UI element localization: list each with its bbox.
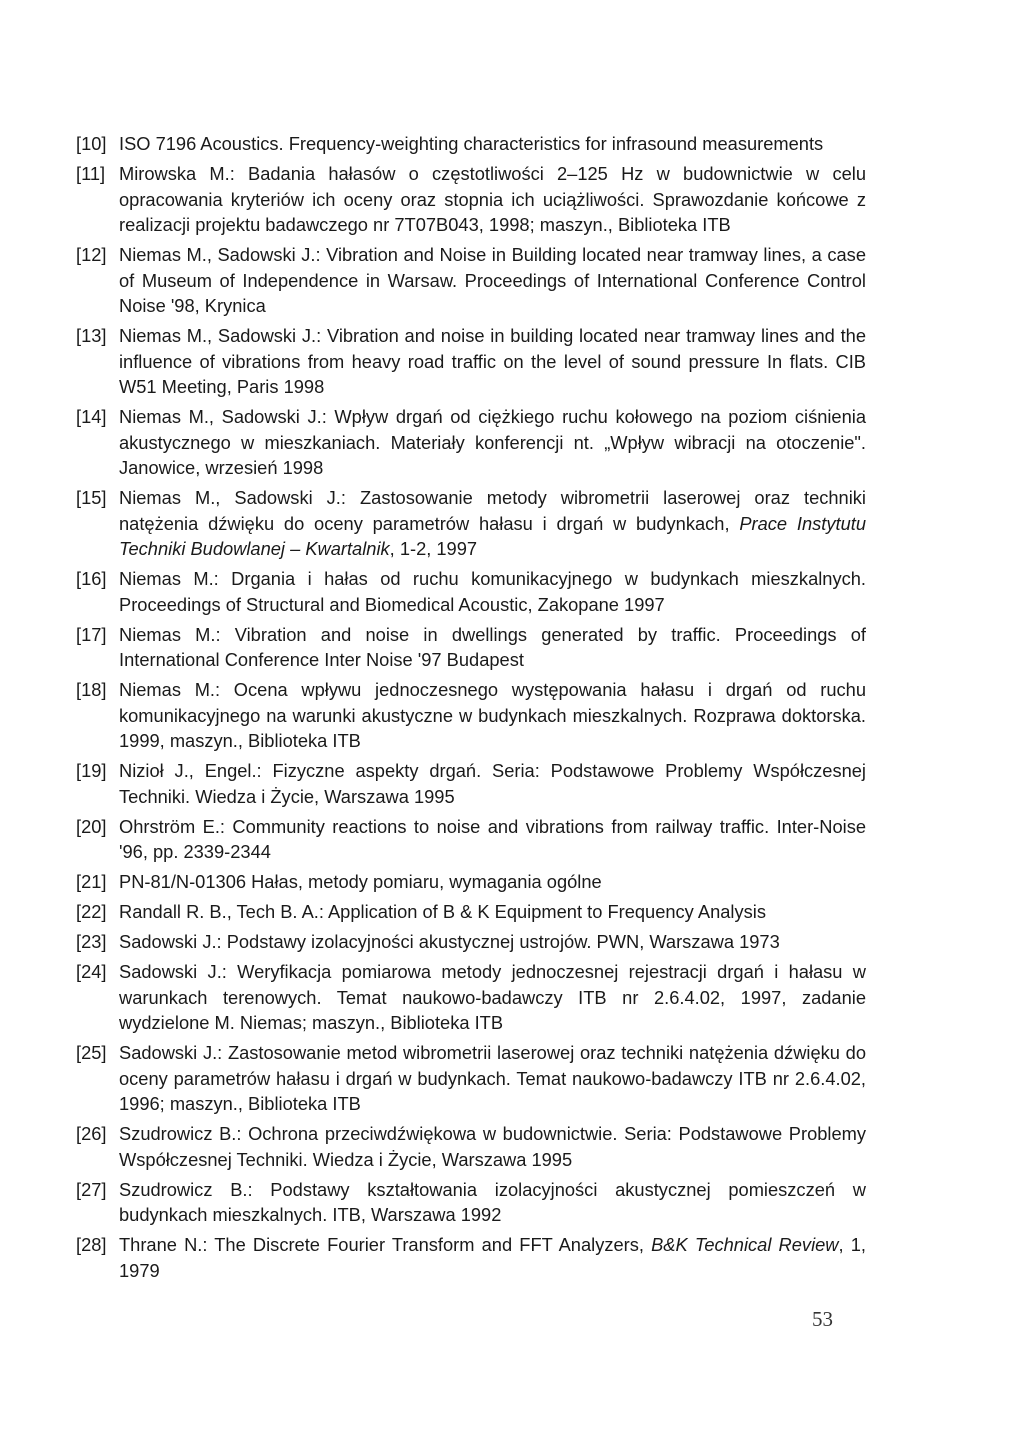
reference-item bbox=[76, 758, 866, 809]
reference-item bbox=[76, 622, 866, 673]
reference-list bbox=[76, 131, 866, 1288]
reference-number: [15] bbox=[76, 487, 107, 508]
reference-segment: Mirowska M.: Badania hałasów o częstotliwości 2–125 Hz w budownictwie w celu opracowania kryteriów ich oceny oraz stopnia ich uciążliwości. Sprawozdanie końcowe z realizacji projektu badawczego nr 7T07B043, 1998; maszyn., Biblioteka ITB bbox=[119, 163, 866, 235]
reference-italic-segment: B&K Technical Review bbox=[651, 1234, 839, 1255]
reference-item bbox=[76, 677, 866, 754]
reference-text bbox=[119, 1040, 866, 1117]
reference-item bbox=[76, 131, 866, 157]
reference-text bbox=[119, 1232, 866, 1283]
reference-item bbox=[76, 1177, 866, 1228]
reference-item bbox=[76, 814, 866, 865]
reference-item bbox=[76, 242, 866, 319]
reference-item bbox=[76, 959, 866, 1036]
reference-segment: Niemas M., Sadowski J.: Wpływ drgań od ciężkiego ruchu kołowego na poziom ciśnienia akustycznego w mieszkaniach. Materiały konferencji nt. „Wpływ wibracji na otoczenie". Janowice, wrzesień 1998 bbox=[119, 406, 866, 478]
reference-segment: Niemas M., Sadowski J.: Zastosowanie metody wibrometrii laserowej oraz techniki natężenia dźwięku do oceny parametrów hałasu i drgań w budynkach, bbox=[119, 487, 866, 534]
reference-text bbox=[119, 869, 866, 895]
reference-segment: Niemas M.: Vibration and noise in dwellings generated by traffic. Proceedings of International Conference Inter Noise '97 Budapest bbox=[119, 623, 866, 670]
reference-item bbox=[76, 161, 866, 238]
reference-item bbox=[76, 1040, 866, 1117]
reference-segment: Nizioł J., Engel.: Fizyczne aspekty drgań. Seria: Podstawowe Problemy Współczesnej Techniki. Wiedza i Życie, Warszawa 1995 bbox=[119, 760, 866, 807]
reference-item bbox=[76, 1121, 866, 1172]
reference-number: [12] bbox=[76, 244, 107, 265]
reference-text bbox=[119, 814, 866, 865]
reference-number: [22] bbox=[76, 901, 107, 922]
reference-number: [20] bbox=[76, 815, 107, 837]
reference-number: [23] bbox=[76, 931, 107, 952]
reference-segment: ISO 7196 Acoustics. Frequency-weighting characteristics for infrasound measurements bbox=[119, 133, 824, 154]
reference-item bbox=[76, 323, 866, 400]
page-number: 53 bbox=[812, 1307, 833, 1331]
reference-item bbox=[76, 899, 866, 925]
reference-segment: PN-81/N-01306 Hałas, metody pomiaru, wymagania ogólne bbox=[119, 871, 602, 892]
reference-number: [27] bbox=[76, 1178, 107, 1200]
reference-segment: , 1-2, 1997 bbox=[389, 538, 478, 559]
reference-number: [14] bbox=[76, 406, 107, 427]
reference-text bbox=[119, 758, 866, 809]
reference-segment: Niemas M.: Drgania i hałas od ruchu komunikacyjnego w budynkach mieszkalnych. Proceedings of Structural and Biomedical Acoustic, Zakopane 1997 bbox=[119, 568, 866, 615]
reference-segment: Niemas M.: Ocena wpływu jednoczesnego występowania hałasu i drgań od ruchu komunikacyjnego na warunki akustyczne w budynkach mieszkalnych. Rozprawa doktorska. 1999, maszyn., Biblioteka ITB bbox=[119, 679, 866, 751]
reference-segment: Szudrowicz B.: Ochrona przeciwdźwiękowa w budownictwie. Seria: Podstawowe Problemy Współczesnej Techniki. Wiedza i Życie, Warszawa 1995 bbox=[119, 1123, 866, 1170]
reference-italic-segment: Prace Instytutu Techniki Budowlanej – Kwartalnik bbox=[119, 512, 866, 559]
reference-item bbox=[76, 404, 866, 481]
reference-segment: Randall R. B., Tech B. A.: Application of B & K Equipment to Frequency Analysis bbox=[119, 901, 766, 922]
reference-text bbox=[119, 161, 866, 238]
reference-segment: Sadowski J.: Podstawy izolacyjności akustycznej ustrojów. PWN, Warszawa 1973 bbox=[119, 931, 780, 952]
reference-text bbox=[119, 622, 866, 673]
reference-text bbox=[119, 899, 866, 925]
reference-segment: Sadowski J.: Zastosowanie metod wibrometrii laserowej oraz techniki natężenia dźwięku do oceny parametrów hałasu i drgań w budynkach. Temat naukowo-badawczy ITB nr 2.6.4.02, 1996; maszyn., Biblioteka ITB bbox=[119, 1042, 866, 1114]
reference-text bbox=[119, 929, 866, 955]
reference-segment: Niemas M., Sadowski J.: Vibration and Noise in Building located near tramway lines, a case of Museum of Independence in Warsaw. Proceedings of International Conference Control Noise '98, Krynica bbox=[119, 244, 866, 316]
reference-segment: Szudrowicz B.: Podstawy kształtowania izolacyjności akustycznej pomieszczeń w budynkach mieszkalnych. ITB, Warszawa 1992 bbox=[119, 1178, 866, 1225]
reference-segment: Ohrström E.: Community reactions to noise and vibrations from railway traffic. Inter-Noise '96, pp. 2339-2344 bbox=[119, 815, 866, 862]
reference-text bbox=[119, 323, 866, 400]
reference-number: [10] bbox=[76, 133, 107, 154]
reference-text bbox=[119, 566, 866, 617]
reference-text bbox=[119, 485, 866, 562]
reference-item bbox=[76, 485, 866, 562]
reference-text bbox=[119, 131, 866, 157]
reference-segment: Sadowski J.: Weryfikacja pomiarowa metody jednoczesnej rejestracji drgań i hałasu w warunkach terenowych. Temat naukowo-badawczy ITB nr 2.6.4.02, 1997, zadanie wydzielone M. Niemas; maszyn., Biblioteka ITB bbox=[119, 961, 866, 1033]
reference-number: [26] bbox=[76, 1123, 107, 1144]
reference-segment: Niemas M., Sadowski J.: Vibration and noise in building located near tramway lines and the influence of vibrations from heavy road traffic on the level of sound pressure In flats. CIB W51 Meeting, Paris 1998 bbox=[119, 325, 866, 397]
reference-text bbox=[119, 677, 866, 754]
reference-text bbox=[119, 404, 866, 481]
reference-item bbox=[76, 566, 866, 617]
reference-number: [21] bbox=[76, 871, 107, 892]
reference-number: [28] bbox=[76, 1234, 107, 1255]
reference-segment: Thrane N.: The Discrete Fourier Transform and FFT Analyzers, bbox=[119, 1234, 652, 1255]
reference-text bbox=[119, 959, 866, 1036]
reference-number: [17] bbox=[76, 623, 107, 645]
reference-number: [11] bbox=[76, 163, 106, 184]
reference-number: [16] bbox=[76, 568, 107, 589]
reference-item bbox=[76, 929, 866, 955]
reference-item bbox=[76, 869, 866, 895]
reference-text bbox=[119, 1121, 866, 1172]
reference-number: [24] bbox=[76, 961, 107, 982]
reference-number: [13] bbox=[76, 325, 107, 346]
reference-item bbox=[76, 1232, 866, 1283]
reference-text bbox=[119, 1177, 866, 1228]
reference-text bbox=[119, 242, 866, 319]
reference-number: [18] bbox=[76, 679, 107, 700]
reference-number: [19] bbox=[76, 760, 107, 781]
reference-number: [25] bbox=[76, 1042, 107, 1063]
reference-segment: , 1, 1979 bbox=[119, 1234, 866, 1281]
